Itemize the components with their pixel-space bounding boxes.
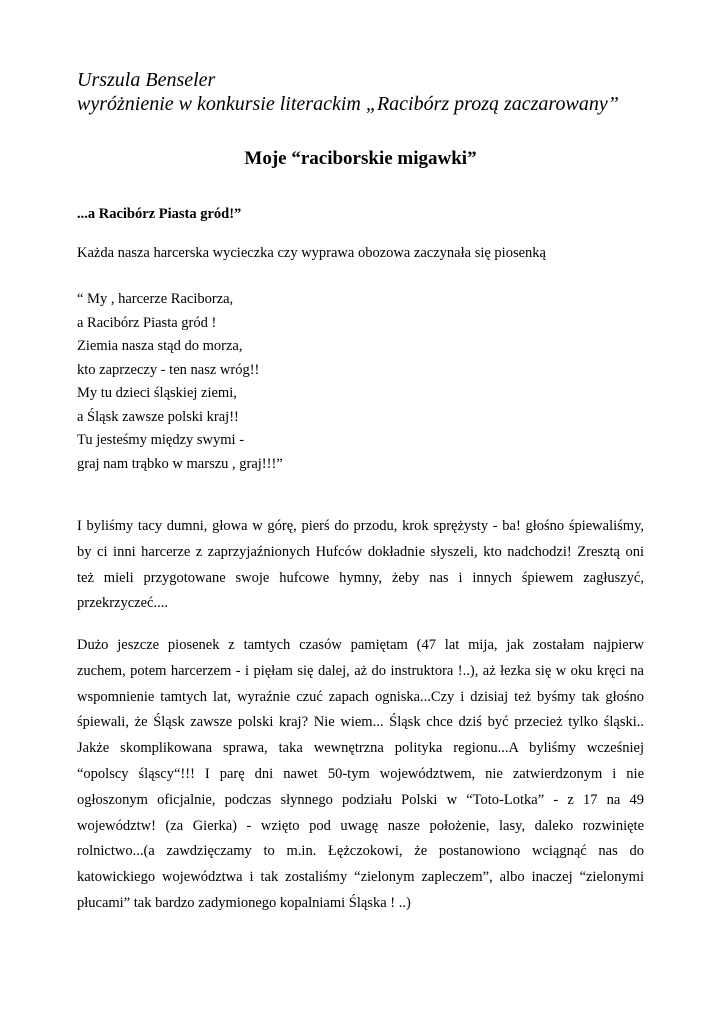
lyric-line: a Śląsk zawsze polski kraj!! bbox=[77, 408, 239, 425]
paragraph-line: I byliśmy tacy dumni, głowa w górę, pierś do przodu, krok sprężysty - ba! głośno śpiewaliśmy, bbox=[77, 518, 644, 534]
lyric-line: “ My , harcerze Raciborza, bbox=[77, 291, 234, 307]
lyric-line: Tu jesteśmy między swymi - bbox=[77, 432, 245, 448]
song-lyrics bbox=[77, 289, 283, 477]
paragraph-line: też mieli przygotowane swoje hufcowe hymny, żeby nas i innych śpiewem zagłuszyć, bbox=[77, 569, 644, 586]
paragraph-line: wspomnienie tamtych lat, wyraźnie czuć zapach ogniska...Czy i dzisiaj też byśmy tak głośno bbox=[77, 688, 644, 705]
lyric-line: kto zaprzeczy - ten nasz wróg!! bbox=[77, 361, 260, 378]
paragraph-songs-region bbox=[77, 635, 644, 919]
paragraph-line: zuchem, potem harcerzem - i pięłam się dalej, aż do instruktora !..), aż łezka się w oku kręci na bbox=[77, 662, 644, 679]
section-heading: ...a Racibórz Piasta gród!” bbox=[77, 206, 242, 222]
award-note: wyróżnienie w konkursie literackim „Racibórz prozą zaczarowany” bbox=[77, 93, 619, 115]
paragraph-line: “opolscy śląscy“!!! I parę dni nawet 50-tym województwem, nie zatwierdzonym i nie bbox=[77, 765, 644, 782]
lyric-line: Ziemia nasza stąd do morza, bbox=[77, 338, 243, 354]
document-header bbox=[77, 68, 644, 116]
lyric-line: graj nam trąbko w marszu , graj!!!” bbox=[77, 455, 283, 472]
paragraph-line: województw! (za Gierka) - wzięto pod uwagę nasze położenie, lasy, daleko rozwinięte bbox=[77, 817, 644, 834]
document-title: Moje “raciborskie migawki” bbox=[244, 148, 477, 169]
paragraph-line: Dużo jeszcze piosenek z tamtych czasów pamiętam (47 lat mija, jak zostałam najpierw bbox=[77, 637, 644, 653]
document-page bbox=[77, 0, 644, 1024]
paragraph-line: katowickiego województwa i tak zostaliśmy “zielonym zapleczem”, albo inaczej “zielonymi bbox=[77, 869, 644, 886]
intro-sentence: Każda nasza harcerska wycieczka czy wyprawa obozowa zaczynała się piosenką bbox=[77, 245, 546, 261]
paragraph-memories bbox=[77, 516, 644, 619]
paragraph-line: Jakże skomplikowana sprawa, taka wewnętrzna polityka regionu...A byliśmy wcześniej bbox=[77, 740, 644, 757]
lyric-line: My tu dzieci śląskiej ziemi, bbox=[77, 385, 237, 401]
paragraph-line: przekrzyczeć.... bbox=[77, 595, 168, 612]
lyric-line: a Racibórz Piasta gród ! bbox=[77, 314, 217, 331]
author-name: Urszula Benseler bbox=[77, 69, 216, 91]
paragraph-line: ogłoszonym oficjalnie, podczas słynnego podziału Polski w “Toto-Lotka” - z 17 na 49 bbox=[77, 791, 644, 808]
paragraph-line: śpiewali, że Śląsk zawsze polski kraj? Nie wiem... Śląsk chce dziś być przecież tylko śląski.. bbox=[77, 714, 644, 731]
paragraph-line: rolnictwo...(a zawdzięczamy to m.in. Łężczokowi, że postanowiono wciągnąć nas do bbox=[77, 843, 644, 860]
paragraph-line: płucami” tak bardzo zadymionego kopalniami Śląska ! ..) bbox=[77, 894, 411, 911]
paragraph-line: by ci inni harcerze z zaprzyjaźnionych Hufców dokładnie słyszeli, kto nadchodzi! Zresztą oni bbox=[77, 543, 644, 560]
